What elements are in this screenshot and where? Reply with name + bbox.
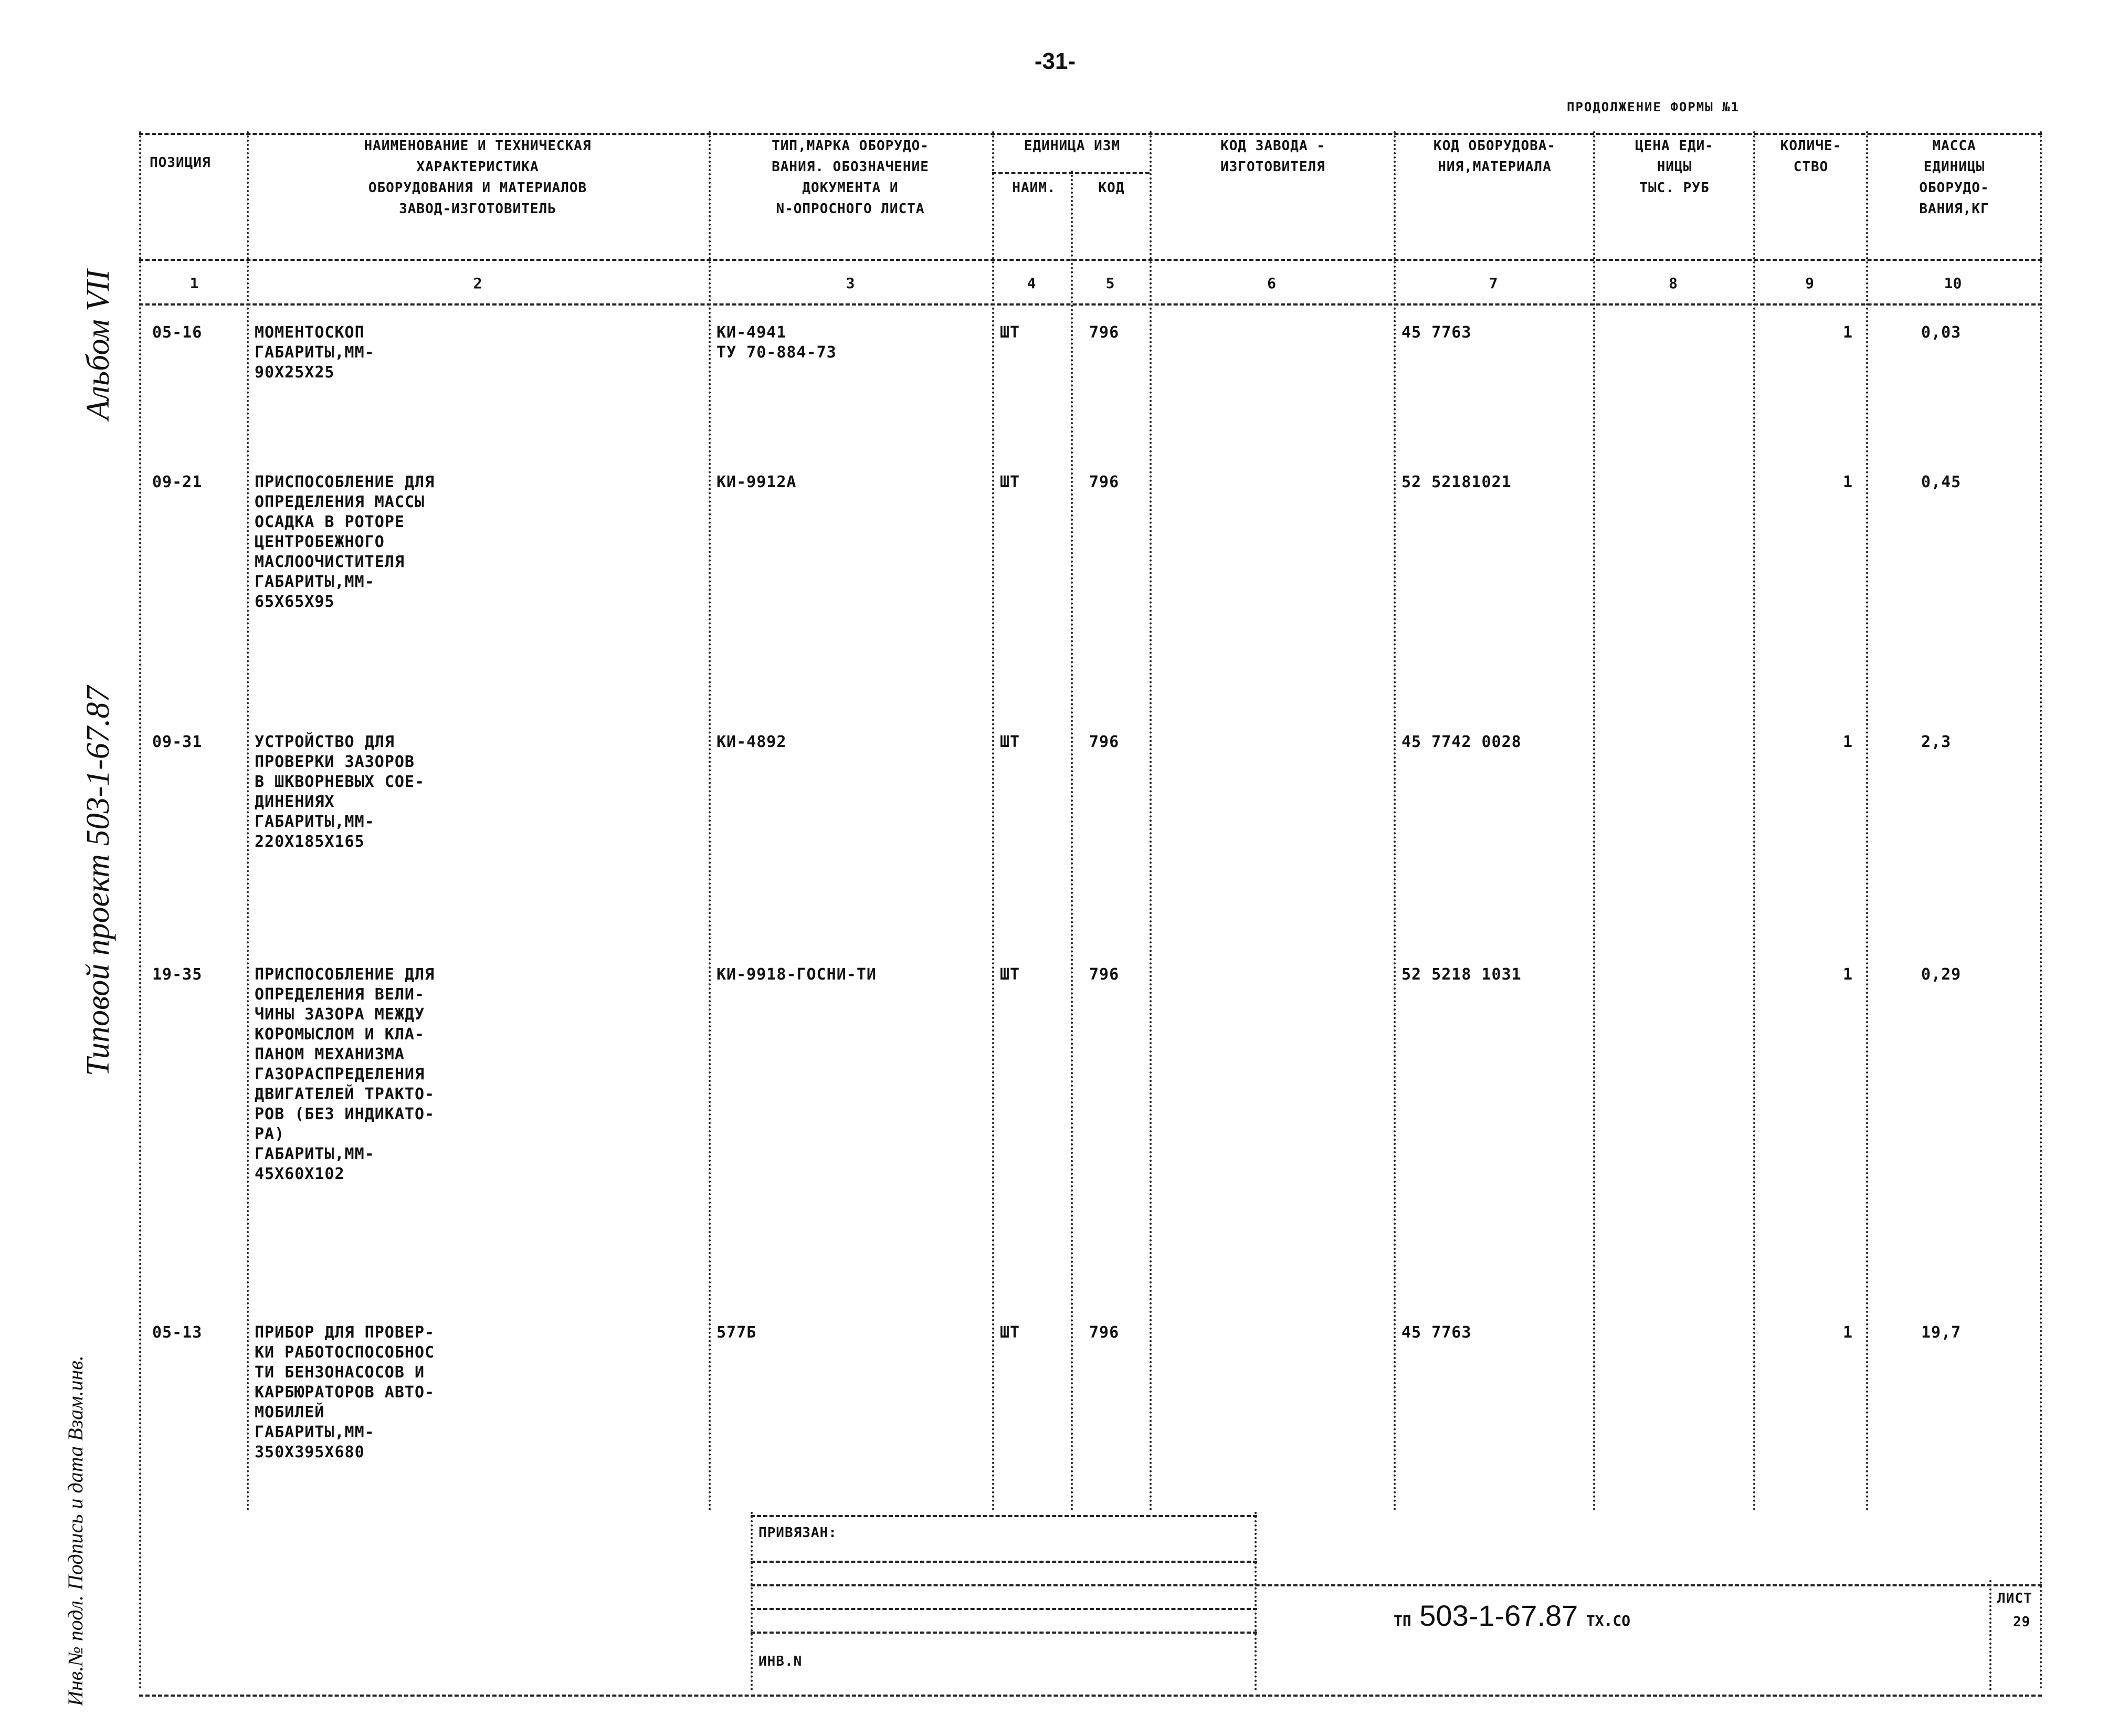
sheet-number: 29 [2013, 1614, 2031, 1630]
col-sep-4 [1071, 171, 1073, 1512]
row-4-name: ПРИСПОСОБЛЕНИЕ ДЛЯ ОПРЕДЕЛЕНИЯ ВЕЛИ- ЧИНЫ ЗАЗОРА МЕЖДУ КОРОМЫСЛОМ И КЛА- ПАНОМ МЕХАНИЗМА ГАЗОРАСПРЕДЕЛЕНИЯ ДВИГАТЕЛЕЙ ТРАКТО- РОВ (БЕЗ ИНДИКАТО- РА) ГАБАРИТЫ,ММ- 45Х60Х102 [255, 965, 435, 1183]
stamp-rule-5 [751, 1632, 1257, 1634]
table-bottom-rule [139, 1695, 2042, 1697]
document-code [1394, 1598, 1630, 1633]
row-1-quantity: 1 [1842, 323, 1853, 342]
header-unit-name: НАИМ. [1012, 180, 1056, 196]
row-2-type: КИ-9912А [716, 473, 797, 491]
row-4-type: КИ-9918-ГОСНИ-ТИ [716, 965, 877, 984]
col-sep-7 [1593, 131, 1595, 1512]
page-number: -31- [1034, 48, 1076, 74]
col-sep-8 [1753, 131, 1755, 1512]
col-number-1: 1 [189, 275, 199, 292]
col-number-6: 6 [1267, 275, 1276, 292]
row-2-mass: 0,45 [1921, 473, 1962, 491]
row-2-unit-code: 796 [1089, 473, 1120, 491]
row-4-unit: ШТ [1000, 965, 1020, 984]
numbers-bottom-rule [139, 303, 2042, 306]
row-5-name: ПРИБОР ДЛЯ ПРОВЕР- КИ РАБОТОСПОСОБНОС ТИ БЕНЗОНАСОСОВ И КАРБЮРАТОРОВ АВТО- МОБИЛЕЙ ГАБАРИТЫ,ММ- 350Х395Х680 [255, 1323, 435, 1461]
header-factory-code: КОД ЗАВОДА - ИЗГОТОВИТЕЛЯ [1220, 138, 1325, 175]
col-number-8: 8 [1669, 275, 1678, 292]
stamp-sheet-sep [1989, 1580, 1991, 1690]
row-3-position: 09-31 [152, 733, 203, 751]
table-top-rule [139, 133, 2042, 135]
stamp-inv-number: ИНВ.N [758, 1654, 803, 1669]
row-1-name: МОМЕНТОСКОП ГАБАРИТЫ,ММ- 90Х25Х25 [255, 323, 375, 382]
col-number-9: 9 [1805, 275, 1814, 292]
stamp-sep-right [1255, 1512, 1257, 1690]
col-number-2: 2 [473, 275, 482, 292]
row-2-unit: ШТ [1000, 473, 1020, 491]
col-sep-right [2040, 131, 2042, 1690]
row-4-quantity: 1 [1842, 965, 1853, 984]
col-sep-6 [1394, 131, 1396, 1512]
row-1-type: КИ-4941 ТУ 70-884-73 [716, 323, 837, 362]
col-sep-3 [992, 131, 994, 1512]
row-5-position: 05-13 [152, 1323, 203, 1342]
row-5-equipment-code: 45 7763 [1401, 1323, 1472, 1342]
row-4-equipment-code: 52 5218 1031 [1401, 965, 1522, 984]
row-3-name: УСТРОЙСТВО ДЛЯ ПРОВЕРКИ ЗАЗОРОВ В ШКВОРНЕВЫХ СОЕ- ДИНЕНИЯХ ГАБАРИТЫ,ММ- 220Х185Х165 [255, 733, 425, 851]
col-number-5: 5 [1105, 275, 1115, 292]
header-mass: МАССА ЕДИНИЦЫ ОБОРУДО- ВАНИЯ,КГ [1919, 138, 1989, 217]
stamp-privyazan: ПРИВЯЗАН: [758, 1525, 837, 1541]
side-project-label: Типовой проект 503-1-67.87 [80, 686, 116, 1076]
row-5-unit: ШТ [1000, 1323, 1020, 1342]
row-5-type: 577Б [716, 1323, 757, 1342]
col-sep-1 [247, 131, 249, 1512]
row-2-position: 09-21 [152, 473, 203, 491]
col-sep-9 [1866, 131, 1868, 1512]
document-code-main: 503-1-67.87 [1419, 1599, 1578, 1632]
col-sep-2 [709, 131, 711, 1512]
row-5-quantity: 1 [1842, 1323, 1853, 1342]
document-code-prefix: ТП [1394, 1612, 1411, 1629]
row-3-mass: 2,3 [1921, 733, 1952, 751]
row-5-mass: 19,7 [1921, 1323, 1962, 1342]
row-4-position: 19-35 [152, 965, 203, 984]
col-number-10: 10 [1944, 275, 1962, 292]
form-continuation-label: ПРОДОЛЖЕНИЕ ФОРМЫ №1 [1567, 100, 1740, 114]
row-3-type: КИ-4892 [716, 733, 787, 751]
stamp-top-rule [751, 1515, 1257, 1517]
row-3-unit: ШТ [1000, 733, 1020, 751]
header-equipment-code: КОД ОБОРУДОВА- НИЯ,МАТЕРИАЛА [1433, 138, 1556, 175]
header-name: НАИМЕНОВАНИЕ И ТЕХНИЧЕСКАЯ ХАРАКТЕРИСТИКА ОБОРУДОВАНИЯ И МАТЕРИАЛОВ ЗАВОД-ИЗГОТОВИТЕЛЬ [364, 138, 592, 217]
row-1-mass: 0,03 [1921, 323, 1962, 342]
header-quantity: КОЛИЧЕ- СТВО [1780, 138, 1842, 175]
stamp-sep-left [751, 1512, 753, 1690]
row-2-name: ПРИСПОСОБЛЕНИЕ ДЛЯ ОПРЕДЕЛЕНИЯ МАССЫ ОСАДКА В РОТОРЕ ЦЕНТРОБЕЖНОГО МАСЛООЧИСТИТЕЛЯ ГАБАРИТЫ,ММ- 65Х65Х95 [255, 473, 435, 611]
row-3-quantity: 1 [1842, 733, 1853, 751]
header-position: ПОЗИЦИЯ [150, 155, 211, 171]
row-5-unit-code: 796 [1089, 1323, 1120, 1342]
stamp-rule-2 [751, 1561, 1257, 1563]
col-sep-5 [1150, 131, 1152, 1512]
stamp-rule-4 [751, 1608, 1257, 1610]
document-code-suffix: ТХ.СО [1586, 1612, 1631, 1629]
header-unit: ЕДИНИЦА ИЗМ [1024, 138, 1121, 154]
row-1-equipment-code: 45 7763 [1401, 323, 1472, 342]
row-4-unit-code: 796 [1089, 965, 1120, 984]
header-unit-price: ЦЕНА ЕДИ- НИЦЫ ТЫС. РУБ [1635, 138, 1714, 196]
header-type: ТИП,МАРКА ОБОРУДО- ВАНИЯ. ОБОЗНАЧЕНИЕ ДОКУМЕНТА И N-ОПРОСНОГО ЛИСТА [772, 138, 929, 217]
col-number-3: 3 [846, 275, 855, 292]
header-bottom-rule [139, 259, 2042, 261]
side-album-label: Альбом VII [80, 269, 116, 420]
row-2-equipment-code: 52 52181021 [1401, 473, 1512, 491]
row-1-position: 05-16 [152, 323, 203, 342]
col-sep-left [139, 131, 141, 1690]
row-1-unit-code: 796 [1089, 323, 1120, 342]
row-4-mass: 0,29 [1921, 965, 1962, 984]
row-1-unit: ШТ [1000, 323, 1020, 342]
stamp-rule-3 [751, 1584, 2042, 1586]
row-3-equipment-code: 45 7742 0028 [1401, 733, 1522, 751]
side-stamp-label: Инв.№ подл. Подпись и дата Взам.инв. [64, 1355, 87, 1706]
row-3-unit-code: 796 [1089, 733, 1120, 751]
col-number-4: 4 [1027, 275, 1036, 292]
header-unit-code: КОД [1098, 180, 1125, 196]
row-2-quantity: 1 [1842, 473, 1853, 491]
sheet-label: ЛИСТ [1997, 1591, 2032, 1606]
col-number-7: 7 [1489, 275, 1498, 292]
